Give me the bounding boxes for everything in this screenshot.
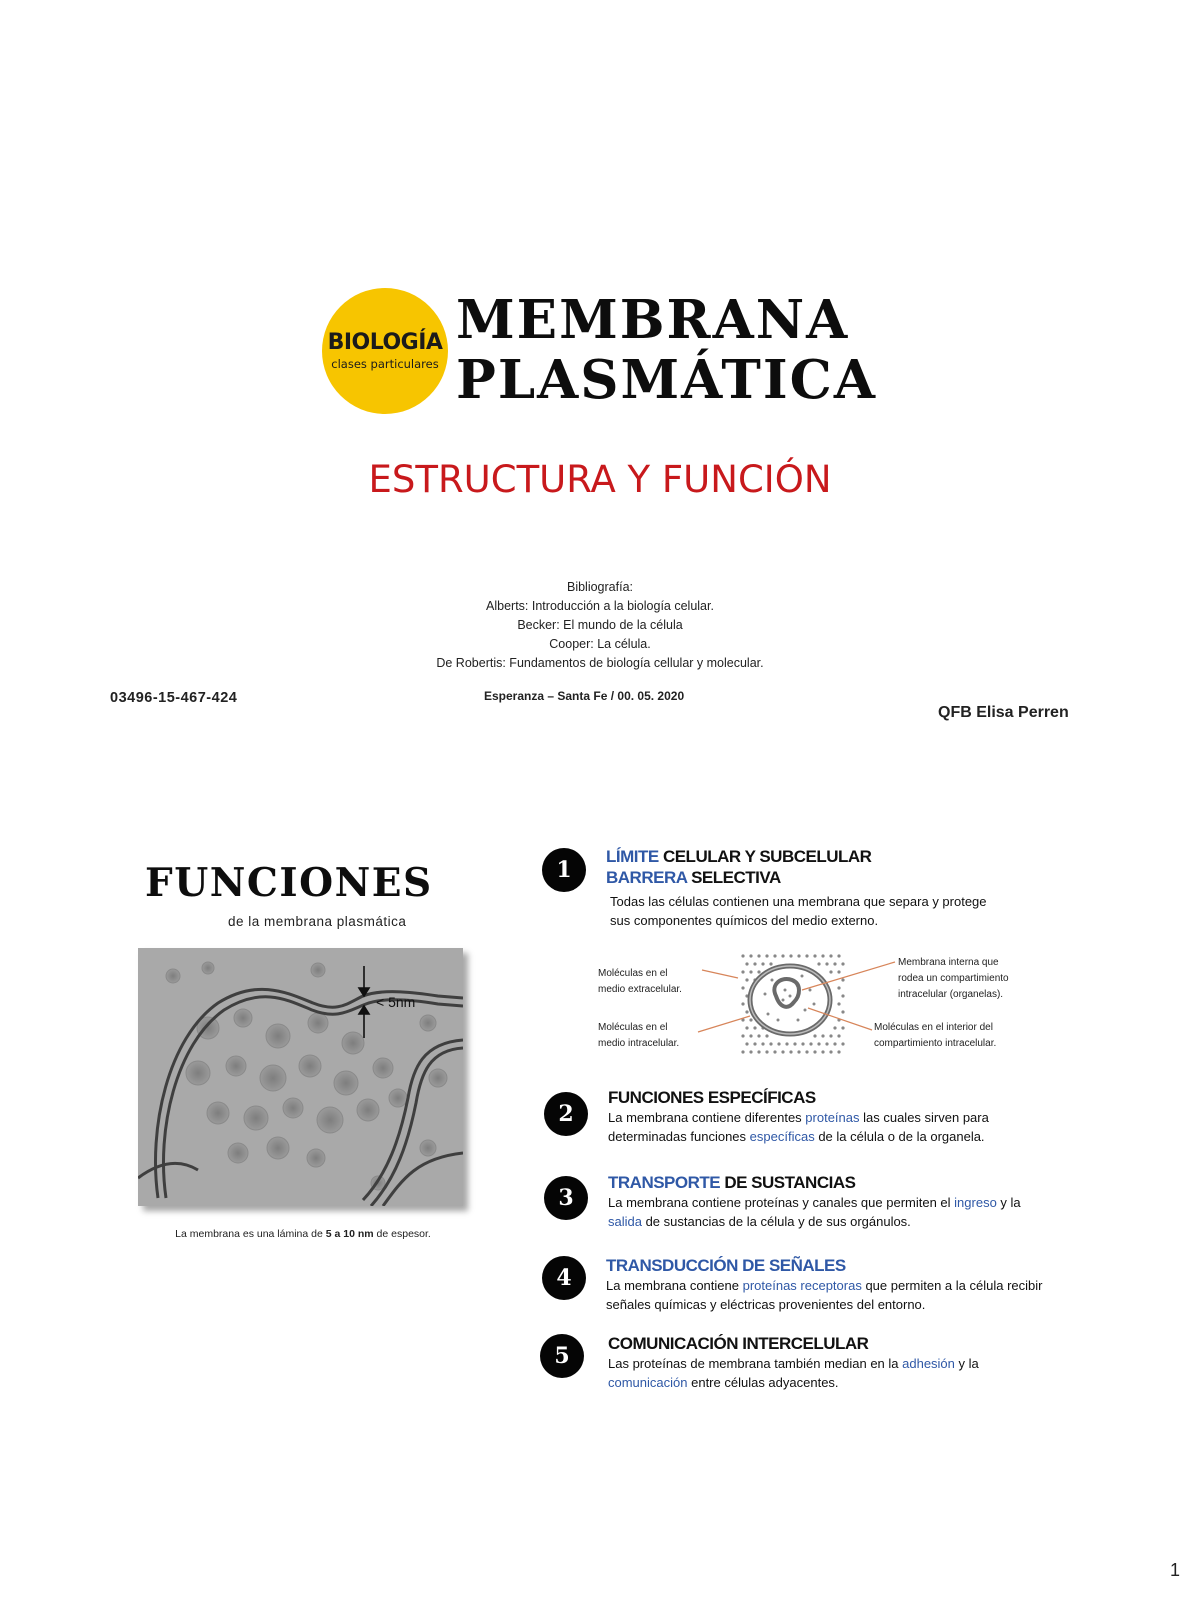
caption-thickness: 5 a 10 nm [325,1228,374,1240]
membrane-micrograph [138,948,463,1206]
bibliography-heading: Bibliografía: [566,580,633,594]
number-badge-4: 4 [542,1256,586,1300]
title-line-2: PLASMÁTICA [456,349,877,411]
author-name: QFB Elisa Perren [938,704,1069,721]
function-description: Todas las células contienen una membrana que separa y protege sus componentes químicos del medio externo. [610,894,987,928]
function-description: La membrana contiene proteínas y canales que permiten el ingreso y la salida de sustancias de la célula y de sus orgánulos. [608,1195,1021,1229]
bibliography-item: Alberts: Introducción a la biología celular. [486,599,714,613]
diagram-label-inner-membrane: Membrana interna que rodea un compartimiento intracelular (organelas). [898,957,1009,1000]
number-badge-3: 3 [544,1176,588,1220]
diagram-label-intracellular: Moléculas en el medio intracelular. [598,1022,680,1049]
diagram-label-extracellular: Moléculas en el medio extracelular. [598,968,682,995]
funciones-title: FUNCIONES [145,860,433,906]
function-title: COMUNICACIÓN INTERCELULAR [608,1334,869,1353]
micrograph-image [138,948,463,1206]
membrane-diagram [690,950,910,1060]
micrograph-caption [138,1228,468,1240]
function-item-3 [608,1172,1021,1231]
page-number: 1 [1170,1560,1181,1580]
bibliography-item: Becker: El mundo de la célula [517,618,683,632]
title-line-1: MEMBRANA [456,289,850,351]
function-title: FUNCIONES ESPECÍFICAS [608,1088,816,1107]
function-item-1 [606,846,987,930]
function-item-5 [608,1333,979,1392]
logo-word: BIOLOGÍA [327,329,443,355]
function-title: TRANSPORTE DE SUSTANCIAS [608,1173,856,1192]
logo-subtitle: clases particulares [331,356,439,371]
biologia-logo [322,288,448,414]
number-badge-1: 1 [542,848,586,892]
diagram-label-compartment: Moléculas en el interior del compartimiento intracelular. [874,1022,997,1049]
bibliography-item: Cooper: La célula. [549,637,651,651]
caption-text: La membrana es una lámina de [175,1228,323,1240]
number-badge-5: 5 [540,1334,584,1378]
number-badge-2: 2 [544,1092,588,1136]
function-title: BARRERA SELECTIVA [606,868,781,887]
bibliography [300,578,900,673]
function-description: Las proteínas de membrana también median en la adhesión y la comunicación entre células adyacentes. [608,1356,979,1390]
function-title: TRANSDUCCIÓN DE SEÑALES [606,1256,846,1275]
function-description: La membrana contiene diferentes proteínas las cuales sirven para determinadas funciones específicas de la célula o de la organela. [608,1110,989,1144]
place-date: Esperanza – Santa Fe / 00. 05. 2020 [484,689,685,703]
function-item-2 [608,1087,989,1146]
page-title [456,290,877,410]
function-title: LÍMITE CELULAR Y SUBCELULAR [606,847,872,866]
micrograph-scale-label: < 5nm [376,994,416,1010]
bibliography-item: De Robertis: Fundamentos de biología cellular y molecular. [436,656,764,670]
function-item-4 [606,1255,1042,1314]
phone-number: 03496-15-467-424 [110,690,238,706]
funciones-subtitle: de la membrana plasmática [228,914,407,929]
page-subtitle: ESTRUCTURA Y FUNCIÓN [368,458,832,501]
caption-text-end: de espesor. [376,1228,431,1240]
function-description: La membrana contiene proteínas receptoras que permiten a la célula recibir señales químicas y eléctricas provenientes del entorno. [606,1278,1043,1312]
